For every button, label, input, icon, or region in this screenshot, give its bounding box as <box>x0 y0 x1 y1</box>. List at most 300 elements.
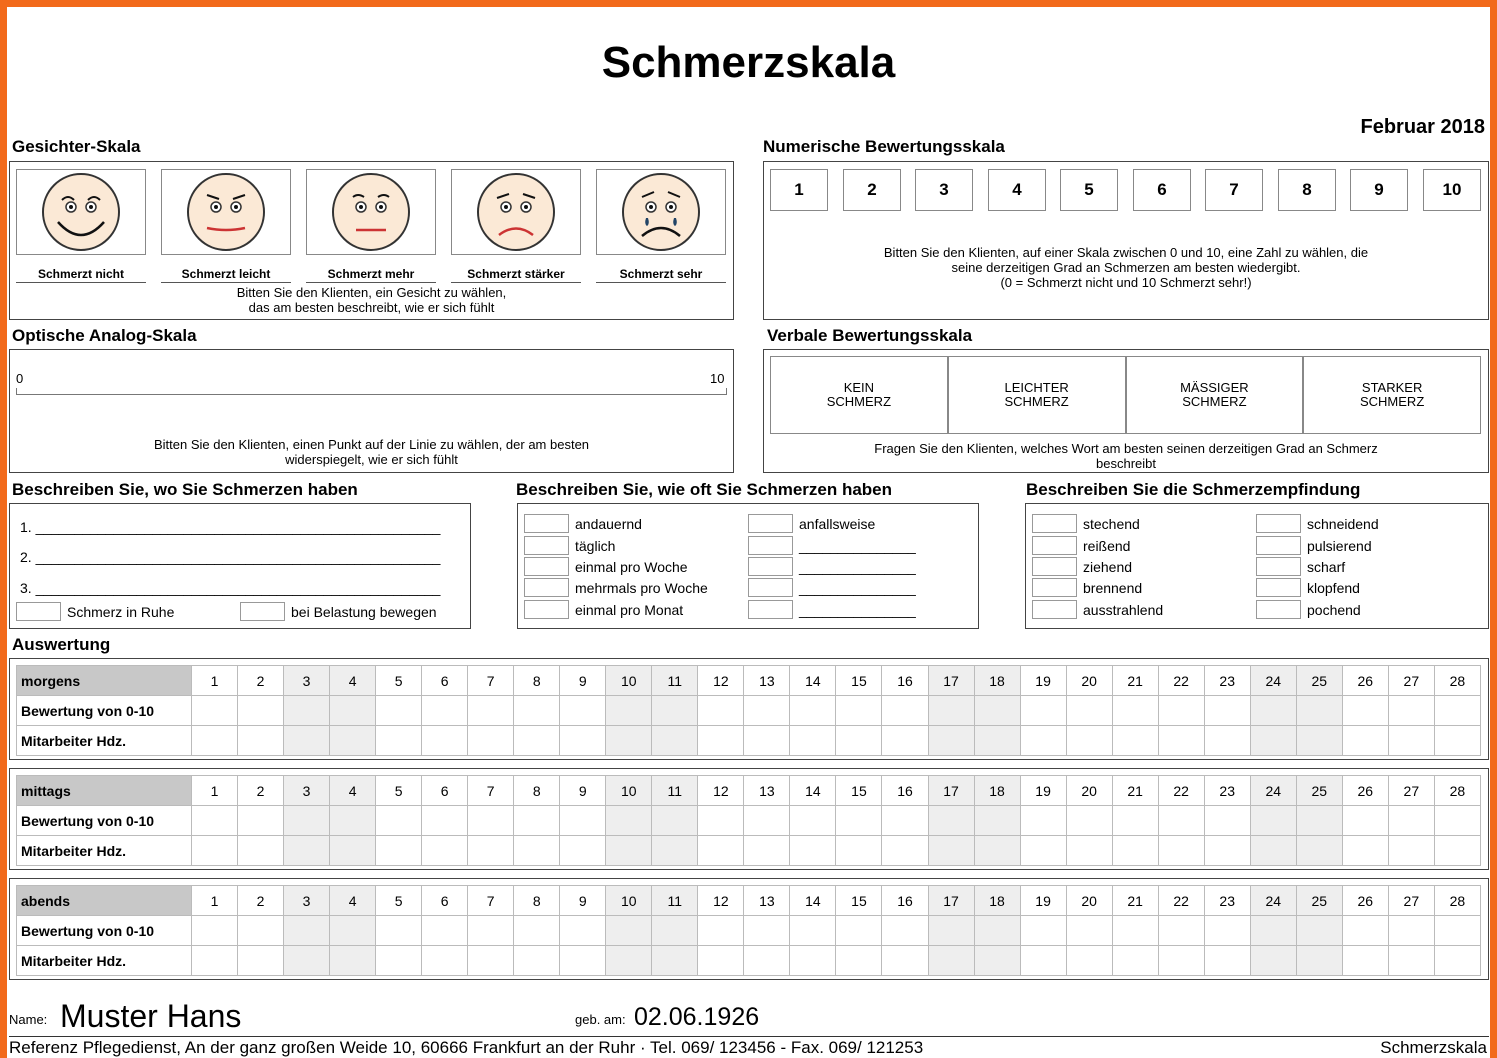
entry-cell[interactable] <box>1020 946 1066 976</box>
often-option-label: _______________ <box>799 537 916 554</box>
often-option-label: _______________ <box>799 601 916 618</box>
entry-cell[interactable] <box>376 806 422 836</box>
day-number: 21 <box>1112 886 1158 916</box>
entry-cell[interactable] <box>1296 806 1342 836</box>
often-checkbox[interactable] <box>748 578 793 597</box>
day-number: 3 <box>284 776 330 806</box>
day-number: 16 <box>882 666 928 696</box>
entry-cell[interactable] <box>192 946 238 976</box>
entry-cell[interactable] <box>744 836 790 866</box>
entry-cell[interactable] <box>698 726 744 756</box>
entry-cell[interactable] <box>1158 726 1204 756</box>
often-checkbox[interactable] <box>524 536 569 555</box>
day-number: 2 <box>238 886 284 916</box>
often-checkbox[interactable] <box>748 557 793 576</box>
entry-cell[interactable] <box>974 696 1020 726</box>
entry-cell[interactable] <box>468 836 514 866</box>
entry-cell[interactable] <box>330 946 376 976</box>
entry-cell[interactable] <box>330 696 376 726</box>
entry-cell[interactable] <box>1112 916 1158 946</box>
row-label: Bewertung von 0-10 <box>17 696 192 726</box>
verbal-heading: Verbale Bewertungsskala <box>767 326 973 345</box>
entry-cell[interactable] <box>698 696 744 726</box>
number-option[interactable]: 4 <box>988 169 1046 211</box>
feeling-checkbox[interactable] <box>1256 600 1301 619</box>
entry-cell[interactable] <box>468 916 514 946</box>
entry-cell[interactable] <box>284 696 330 726</box>
entry-cell[interactable] <box>1158 946 1204 976</box>
entry-cell[interactable] <box>560 946 606 976</box>
smiling-face-icon <box>35 170 127 254</box>
entry-cell[interactable] <box>1066 836 1112 866</box>
entry-cell[interactable] <box>1434 916 1480 946</box>
entry-cell[interactable] <box>790 726 836 756</box>
entry-cell[interactable] <box>1158 916 1204 946</box>
entry-cell[interactable] <box>330 726 376 756</box>
face-option[interactable] <box>16 169 146 255</box>
entry-cell[interactable] <box>1158 836 1204 866</box>
entry-cell[interactable] <box>882 806 928 836</box>
verbal-option[interactable] <box>1126 356 1304 434</box>
feeling-checkbox[interactable] <box>1256 578 1301 597</box>
numeric-row <box>770 169 1482 211</box>
entry-cell[interactable] <box>1112 696 1158 726</box>
verbal-option[interactable] <box>948 356 1126 434</box>
entry-cell[interactable] <box>1112 836 1158 866</box>
face-column <box>161 169 291 283</box>
often-option <box>524 557 688 576</box>
entry-cell[interactable] <box>1204 946 1250 976</box>
entry-cell[interactable] <box>192 696 238 726</box>
day-number: 10 <box>606 776 652 806</box>
entry-cell[interactable] <box>422 946 468 976</box>
entry-cell[interactable] <box>882 696 928 726</box>
entry-cell[interactable] <box>882 726 928 756</box>
entry-cell[interactable] <box>1296 946 1342 976</box>
analog-note-line: Bitten Sie den Klienten, einen Punkt auf der Linie zu wählen, der am besten <box>153 437 590 452</box>
entry-cell[interactable] <box>1296 726 1342 756</box>
face-option[interactable] <box>306 169 436 255</box>
entry-cell[interactable] <box>1066 946 1112 976</box>
number-option[interactable]: 9 <box>1350 169 1408 211</box>
sad-face-icon <box>470 170 562 254</box>
entry-cell[interactable] <box>514 696 560 726</box>
entry-cell[interactable] <box>790 946 836 976</box>
entry-cell[interactable] <box>284 806 330 836</box>
feeling-checkbox[interactable] <box>1256 557 1301 576</box>
entry-cell[interactable] <box>744 946 790 976</box>
entry-cell[interactable] <box>882 946 928 976</box>
rating-row <box>17 696 1481 726</box>
face-column <box>596 169 726 283</box>
feeling-checkbox[interactable] <box>1256 536 1301 555</box>
day-number: 9 <box>560 666 606 696</box>
entry-cell[interactable] <box>1388 726 1434 756</box>
entry-cell[interactable] <box>1112 806 1158 836</box>
entry-cell[interactable] <box>1250 696 1296 726</box>
entry-cell[interactable] <box>1250 836 1296 866</box>
feeling-checkbox[interactable] <box>1032 578 1077 597</box>
entry-cell[interactable] <box>468 726 514 756</box>
entry-cell[interactable] <box>698 946 744 976</box>
entry-cell[interactable] <box>192 916 238 946</box>
entry-cell[interactable] <box>928 916 974 946</box>
entry-cell[interactable] <box>422 726 468 756</box>
entry-cell[interactable] <box>1020 806 1066 836</box>
entry-cell[interactable] <box>652 806 698 836</box>
verbal-option[interactable] <box>770 356 948 434</box>
entry-cell[interactable] <box>1158 696 1204 726</box>
verbal-option-text <box>827 381 891 409</box>
where-heading: Beschreiben Sie, wo Sie Schmerzen haben <box>12 480 358 499</box>
entry-cell[interactable] <box>514 836 560 866</box>
name-label: Name: <box>9 1012 48 1027</box>
entry-cell[interactable] <box>836 726 882 756</box>
entry-cell[interactable] <box>1020 836 1066 866</box>
crying-face-icon <box>615 170 707 254</box>
entry-cell[interactable] <box>928 806 974 836</box>
entry-cell[interactable] <box>1434 726 1480 756</box>
entry-cell[interactable] <box>192 806 238 836</box>
entry-cell[interactable] <box>468 946 514 976</box>
day-number: 20 <box>1066 666 1112 696</box>
often-list <box>524 514 974 624</box>
often-option <box>524 578 708 597</box>
row-label: Mitarbeiter Hdz. <box>17 726 192 756</box>
day-number: 5 <box>376 886 422 916</box>
entry-cell[interactable] <box>790 916 836 946</box>
entry-cell[interactable] <box>1158 806 1204 836</box>
entry-cell[interactable] <box>1388 946 1434 976</box>
footer-reference: Referenz Pflegedienst, An der ganz großen Weide 10, 60666 Frankfurt an der Ruhr · Tel. 069/ 123456 - Fax. 069/ 121253 <box>9 1038 924 1057</box>
entry-cell[interactable] <box>790 696 836 726</box>
entry-cell[interactable] <box>744 806 790 836</box>
entry-cell[interactable] <box>560 836 606 866</box>
often-option-label: mehrmals pro Woche <box>575 579 708 596</box>
face-option[interactable] <box>161 169 291 255</box>
often-checkbox[interactable] <box>524 557 569 576</box>
entry-cell[interactable] <box>744 916 790 946</box>
day-number: 6 <box>422 666 468 696</box>
entry-cell[interactable] <box>1388 806 1434 836</box>
entry-cell[interactable] <box>422 696 468 726</box>
day-number: 26 <box>1342 666 1388 696</box>
entry-cell[interactable] <box>606 696 652 726</box>
feeling-option <box>1032 536 1130 555</box>
where-line-3[interactable]: 3. ____________________________________________________ <box>20 580 441 596</box>
day-number: 10 <box>606 666 652 696</box>
rest-checkbox[interactable] <box>16 602 61 621</box>
day-number: 15 <box>836 776 882 806</box>
number-option[interactable]: 8 <box>1278 169 1336 211</box>
name-value: Muster Hans <box>60 998 242 1034</box>
often-checkbox[interactable] <box>524 578 569 597</box>
day-number: 17 <box>928 666 974 696</box>
number-option[interactable]: 6 <box>1133 169 1191 211</box>
entry-cell[interactable] <box>606 916 652 946</box>
day-number: 28 <box>1434 886 1480 916</box>
load-label: bei Belastung bewegen <box>291 603 437 620</box>
entry-cell[interactable] <box>1250 806 1296 836</box>
entry-cell[interactable] <box>974 836 1020 866</box>
entry-cell[interactable] <box>790 806 836 836</box>
entry-cell[interactable] <box>1434 836 1480 866</box>
often-checkbox[interactable] <box>524 600 569 619</box>
entry-cell[interactable] <box>514 726 560 756</box>
entry-cell[interactable] <box>1204 726 1250 756</box>
entry-cell[interactable] <box>1342 916 1388 946</box>
entry-cell[interactable] <box>698 836 744 866</box>
feeling-checkbox[interactable] <box>1032 536 1077 555</box>
entry-cell[interactable] <box>652 696 698 726</box>
entry-cell[interactable] <box>652 946 698 976</box>
entry-cell[interactable] <box>1388 916 1434 946</box>
number-option[interactable]: 1 <box>770 169 828 211</box>
entry-cell[interactable] <box>238 836 284 866</box>
feeling-option <box>1256 578 1360 597</box>
day-number: 23 <box>1204 776 1250 806</box>
day-number: 19 <box>1020 776 1066 806</box>
entry-cell[interactable] <box>330 916 376 946</box>
entry-cell[interactable] <box>560 806 606 836</box>
entry-cell[interactable] <box>284 836 330 866</box>
entry-cell[interactable] <box>560 726 606 756</box>
entry-cell[interactable] <box>330 836 376 866</box>
entry-cell[interactable] <box>1066 806 1112 836</box>
entry-cell[interactable] <box>882 916 928 946</box>
feeling-option <box>1256 536 1372 555</box>
day-number: 15 <box>836 666 882 696</box>
entry-cell[interactable] <box>330 806 376 836</box>
entry-cell[interactable] <box>928 836 974 866</box>
day-number: 13 <box>744 776 790 806</box>
entry-cell[interactable] <box>1250 946 1296 976</box>
entry-cell[interactable] <box>606 726 652 756</box>
entry-cell[interactable] <box>974 946 1020 976</box>
entry-cell[interactable] <box>1020 696 1066 726</box>
often-heading: Beschreiben Sie, wie oft Sie Schmerzen haben <box>516 480 893 499</box>
day-number: 13 <box>744 666 790 696</box>
entry-cell[interactable] <box>790 836 836 866</box>
feeling-checkbox[interactable] <box>1032 514 1077 533</box>
entry-cell[interactable] <box>1434 946 1480 976</box>
entry-cell[interactable] <box>928 946 974 976</box>
entry-cell[interactable] <box>1296 696 1342 726</box>
face-column <box>306 169 436 283</box>
day-number: 5 <box>376 666 422 696</box>
entry-cell[interactable] <box>606 946 652 976</box>
face-option[interactable] <box>451 169 581 255</box>
entry-cell[interactable] <box>836 836 882 866</box>
entry-cell[interactable] <box>606 806 652 836</box>
entry-cell[interactable] <box>1342 726 1388 756</box>
entry-cell[interactable] <box>1204 696 1250 726</box>
entry-cell[interactable] <box>376 726 422 756</box>
day-number: 18 <box>974 886 1020 916</box>
number-option[interactable]: 2 <box>843 169 901 211</box>
often-option <box>748 557 916 576</box>
where-line-1[interactable]: 1. ____________________________________________________ <box>20 519 441 535</box>
entry-cell[interactable] <box>1388 836 1434 866</box>
day-number: 25 <box>1296 666 1342 696</box>
entry-cell[interactable] <box>376 836 422 866</box>
entry-cell[interactable] <box>422 916 468 946</box>
numeric-note-line: seine derzeitigen Grad an Schmerzen am besten wiedergibt. <box>951 260 1301 275</box>
analog-note-line: widerspiegelt, wie er sich fühlt <box>285 452 458 467</box>
entry-cell[interactable] <box>836 946 882 976</box>
entry-cell[interactable] <box>974 726 1020 756</box>
feeling-option <box>1032 578 1142 597</box>
often-checkbox[interactable] <box>748 600 793 619</box>
entry-cell[interactable] <box>882 836 928 866</box>
day-number: 28 <box>1434 776 1480 806</box>
day-number: 12 <box>698 666 744 696</box>
entry-cell[interactable] <box>192 836 238 866</box>
entry-cell[interactable] <box>928 696 974 726</box>
number-option[interactable]: 5 <box>1060 169 1118 211</box>
entry-cell[interactable] <box>1296 836 1342 866</box>
entry-cell[interactable] <box>238 946 284 976</box>
number-option[interactable]: 10 <box>1423 169 1481 211</box>
entry-cell[interactable] <box>422 836 468 866</box>
entry-cell[interactable] <box>560 916 606 946</box>
feeling-option <box>1256 514 1379 533</box>
entry-cell[interactable] <box>744 696 790 726</box>
entry-cell[interactable] <box>652 916 698 946</box>
often-checkbox[interactable] <box>524 514 569 533</box>
entry-cell[interactable] <box>744 726 790 756</box>
day-number: 7 <box>468 776 514 806</box>
day-number: 4 <box>330 776 376 806</box>
entry-cell[interactable] <box>238 806 284 836</box>
entry-cell[interactable] <box>422 806 468 836</box>
row-label: Mitarbeiter Hdz. <box>17 946 192 976</box>
entry-cell[interactable] <box>468 696 514 726</box>
day-number: 1 <box>192 776 238 806</box>
often-option <box>748 536 916 555</box>
entry-cell[interactable] <box>1112 726 1158 756</box>
often-option-label: _______________ <box>799 579 916 596</box>
entry-cell[interactable] <box>1434 696 1480 726</box>
entry-cell[interactable] <box>1020 726 1066 756</box>
entry-cell[interactable] <box>376 946 422 976</box>
day-number: 15 <box>836 886 882 916</box>
entry-cell[interactable] <box>1388 696 1434 726</box>
entry-cell[interactable] <box>1342 696 1388 726</box>
feeling-option-label: pochend <box>1307 601 1361 618</box>
entry-cell[interactable] <box>698 916 744 946</box>
entry-cell[interactable] <box>238 726 284 756</box>
numeric-heading: Numerische Bewertungsskala <box>763 137 1005 156</box>
entry-cell[interactable] <box>514 806 560 836</box>
entry-cell[interactable] <box>836 916 882 946</box>
feeling-checkbox[interactable] <box>1032 600 1077 619</box>
day-number: 25 <box>1296 886 1342 916</box>
entry-cell[interactable] <box>1066 726 1112 756</box>
entry-cell[interactable] <box>1204 806 1250 836</box>
day-header-row <box>17 886 1481 916</box>
entry-cell[interactable] <box>1250 916 1296 946</box>
day-number: 23 <box>1204 666 1250 696</box>
entry-cell[interactable] <box>560 696 606 726</box>
entry-cell[interactable] <box>1434 806 1480 836</box>
entry-cell[interactable] <box>698 806 744 836</box>
feeling-checkbox[interactable] <box>1032 557 1077 576</box>
entry-cell[interactable] <box>836 806 882 836</box>
day-number: 12 <box>698 776 744 806</box>
entry-cell[interactable] <box>284 916 330 946</box>
entry-cell[interactable] <box>1066 916 1112 946</box>
load-checkbox[interactable] <box>240 602 285 621</box>
entry-cell[interactable] <box>376 916 422 946</box>
entry-cell[interactable] <box>1342 806 1388 836</box>
entry-cell[interactable] <box>974 806 1020 836</box>
entry-cell[interactable] <box>1112 946 1158 976</box>
entry-cell[interactable] <box>1066 696 1112 726</box>
entry-cell[interactable] <box>514 946 560 976</box>
entry-cell[interactable] <box>238 696 284 726</box>
often-option-label: anfallsweise <box>799 515 876 532</box>
entry-cell[interactable] <box>468 806 514 836</box>
entry-cell[interactable] <box>1342 836 1388 866</box>
entry-cell[interactable] <box>1250 726 1296 756</box>
often-checkbox[interactable] <box>748 514 793 533</box>
entry-cell[interactable] <box>1342 946 1388 976</box>
entry-cell[interactable] <box>284 726 330 756</box>
entry-cell[interactable] <box>284 946 330 976</box>
day-header-row <box>17 776 1481 806</box>
entry-cell[interactable] <box>192 726 238 756</box>
entry-cell[interactable] <box>652 726 698 756</box>
evaluation-heading: Auswertung <box>12 635 111 654</box>
verbal-word: LEICHTER <box>1004 380 1069 395</box>
analog-max: 10 <box>710 371 725 386</box>
verbal-word: SCHMERZ <box>826 394 892 409</box>
often-option <box>748 514 875 533</box>
entry-cell[interactable] <box>1020 916 1066 946</box>
entry-cell[interactable] <box>514 916 560 946</box>
analog-line[interactable] <box>16 388 727 395</box>
number-option[interactable]: 3 <box>915 169 973 211</box>
verbal-word: SCHMERZ <box>1182 394 1247 409</box>
month-label: Februar 2018 <box>1360 116 1485 138</box>
entry-cell[interactable] <box>606 836 652 866</box>
entry-cell[interactable] <box>1296 916 1342 946</box>
where-line-2[interactable]: 2. ____________________________________________________ <box>20 549 441 565</box>
birth-value: 02.06.1926 <box>634 1003 760 1031</box>
day-number: 1 <box>192 886 238 916</box>
entry-cell[interactable] <box>928 726 974 756</box>
analog-heading: Optische Analog-Skala <box>12 326 197 345</box>
entry-cell[interactable] <box>376 696 422 726</box>
number-option[interactable]: 7 <box>1205 169 1263 211</box>
entry-cell[interactable] <box>1204 836 1250 866</box>
entry-cell[interactable] <box>652 836 698 866</box>
entry-cell[interactable] <box>974 916 1020 946</box>
entry-cell[interactable] <box>836 696 882 726</box>
faces-note-line: Bitten Sie den Klienten, ein Gesicht zu wählen, <box>236 285 507 300</box>
entry-cell[interactable] <box>238 916 284 946</box>
day-number: 28 <box>1434 666 1480 696</box>
day-number: 22 <box>1158 666 1204 696</box>
entry-cell[interactable] <box>1204 916 1250 946</box>
feeling-checkbox[interactable] <box>1256 514 1301 533</box>
verbal-option[interactable] <box>1303 356 1481 434</box>
face-column <box>16 169 146 283</box>
day-number: 22 <box>1158 776 1204 806</box>
often-checkbox[interactable] <box>748 536 793 555</box>
face-option[interactable] <box>596 169 726 255</box>
